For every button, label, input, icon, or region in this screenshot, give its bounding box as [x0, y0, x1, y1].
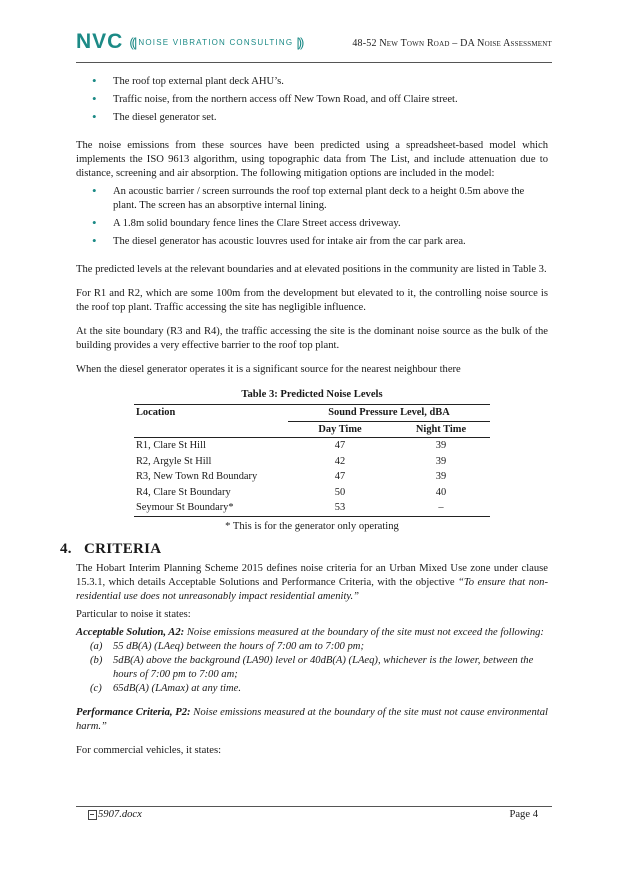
cell-location: R2, Argyle St Hill [136, 455, 212, 467]
table-row [134, 438, 490, 454]
column-header-night: Night Time [415, 423, 467, 435]
paragraph-noise-states: Particular to noise it states: [76, 608, 191, 620]
noise-source-list [76, 75, 548, 125]
table-row [134, 500, 490, 516]
document-title: 48-52 New Town Road – DA Noise Assessment [352, 38, 552, 49]
list-item: • A 1.8m solid boundary fence lines the Clare Street access driveway. [76, 217, 548, 231]
paragraph-r1-r2: For R1 and R2, which are some 100m from the development but elevated to it, the controlling noise source is the roof top plant. Traffic accessing the site has negligible influence. [76, 288, 548, 313]
column-header-location: Location [136, 407, 176, 419]
cell-night: 40 [435, 486, 447, 498]
noise-levels-table [134, 404, 490, 517]
paragraph-criteria [76, 562, 548, 604]
paragraph-levels: The predicted levels at the relevant boundaries and at elevated positions in the community are listed in Table 3. [76, 264, 547, 275]
cell-location: R4, Clare St Boundary [136, 486, 231, 498]
list-item: (a) 55 dB(A) (LAeq) between the hours of 7:00 am to 7:00 pm; [90, 640, 364, 652]
footer-divider [76, 806, 552, 807]
sound-wave-icon: ((| [129, 34, 136, 50]
cell-location: R1, Clare St Hill [136, 440, 206, 451]
paragraph-commercial: For commercial vehicles, it states: [76, 744, 222, 756]
section-title: CRITERIA [84, 540, 162, 557]
list-item: • The diesel generator set. [76, 111, 548, 125]
table-footnote: * This is for the generator only operating [225, 520, 399, 532]
document-icon [88, 810, 97, 820]
cell-night: 39 [435, 455, 447, 467]
acceptable-label: Acceptable Solution, A2: [76, 626, 185, 638]
cell-night: 39 [435, 440, 447, 451]
header-divider [76, 62, 552, 63]
page-body [60, 75, 548, 758]
acceptable-text: Noise emissions measured at the boundary of the site must not exceed the following: [186, 626, 544, 638]
list-item: • Traffic noise, from the northern access off New Town Road, and off Claire street. [76, 93, 548, 107]
cell-day: 50 [334, 486, 346, 498]
table-row [134, 454, 490, 470]
cell-location: R3, New Town Rd Boundary [136, 471, 258, 482]
list-item: • An acoustic barrier / screen surrounds the roof top external plant deck to a height 0.5m above the plant. The screen has an absorptive internal lining. [76, 185, 548, 213]
table-caption: Table 3: Predicted Noise Levels [241, 389, 383, 400]
column-header-day: Day Time [318, 423, 362, 435]
filename-text: 5907.docx [98, 809, 142, 820]
list-item: • The diesel generator has acoustic louvres used for intake air from the car park area. [76, 235, 548, 249]
paragraph-acceptable [76, 626, 548, 640]
list-item: (c) 65dB(A) (LAmax) at any time. [90, 682, 241, 694]
cell-day: 53 [334, 502, 346, 513]
cell-day: 42 [334, 455, 346, 467]
mitigation-list [76, 185, 548, 249]
paragraph-boundary: At the site boundary (R3 and R4), the traffic accessing the site is the dominant noise source as the bulk of the building provides a very effective barrier to the roof top plant. [76, 326, 548, 351]
company-logo [76, 30, 302, 54]
criteria-intro: The Hobart Interim Planning Scheme 2015 defines noise criteria for an Urban Mixed Use zone under clause 15.3.1, which details Acceptable Solutions and Performance Criteria, with the objective [76, 562, 548, 588]
performance-label: Performance Criteria, P2: [76, 706, 191, 718]
logo-text: NVC [76, 30, 124, 53]
cell-night: 39 [435, 471, 447, 482]
list-item: (b) 5dB(A) above the background (LA90) level or 40dB(A) (LAeq), whichever is the lower, between the hours of 7:00 pm to 7:00 am; [90, 654, 534, 680]
performance-text: Noise emissions measured at the boundary of the site must not cause environmental harm.” [76, 706, 548, 732]
cell-day: 47 [334, 440, 346, 451]
list-item: • The roof top external plant deck AHU’s. [76, 75, 548, 89]
table-row [134, 485, 490, 501]
section-number: 4. [60, 540, 72, 557]
footer-filename [88, 809, 142, 820]
acceptable-list [76, 640, 548, 696]
paragraph-performance [76, 706, 548, 734]
criteria-objective: “To ensure that non-residential use does not unreasonably impact residential amenity.” [76, 576, 548, 602]
column-header-spl: Sound Pressure Level, dBA [288, 405, 490, 422]
sound-wave-icon: |)) [296, 34, 303, 50]
page-number: Page 4 [509, 809, 538, 820]
logo-subtitle: NOISE VIBRATION CONSULTING [138, 37, 294, 47]
paragraph-diesel: When the diesel generator operates it is a significant source for the nearest neighbour there [76, 364, 461, 375]
table-row [134, 469, 490, 485]
cell-night: – [438, 502, 444, 513]
cell-location: Seymour St Boundary* [136, 502, 234, 513]
cell-day: 47 [334, 471, 346, 482]
paragraph-model: The noise emissions from these sources have been predicted using a spreadsheet-based model which implements the ISO 9613 algorithm, using topographic data from The List, and include attenuation due to distance, screening and air absorption. The following mitigation options are included in the model: [76, 140, 548, 179]
page-header [76, 30, 552, 60]
section-heading [60, 542, 548, 556]
